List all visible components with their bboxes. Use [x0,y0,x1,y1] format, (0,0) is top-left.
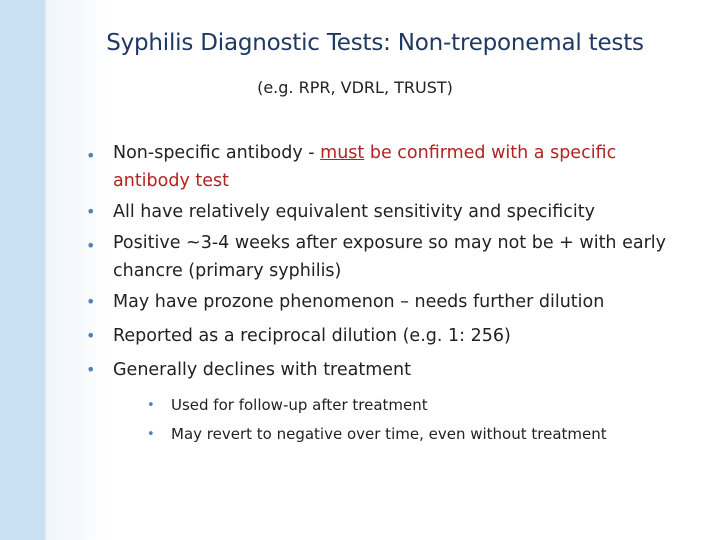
bullet-icon: • [86,292,96,311]
bullet-text: All have relatively equivalent sensitivity and specificity [113,202,595,222]
sub-bullet-icon: • [147,427,155,442]
bullet-icon: • [86,146,96,165]
sub-bullet-item-1 [147,391,696,420]
bullet-text: Positive ~3-4 weeks after exposure so may not be + with early chancre (primary syphilis) [113,233,666,281]
bullet-text: May have prozone phenomenon – needs further dilution [113,292,605,312]
sub-bullet-item-2 [147,420,696,449]
bullet-list [86,139,696,449]
bullet-item-3 [86,229,696,285]
bullet-text-rest: be confirmed with a specific antibody test [113,143,617,191]
bullet-text-prefix: Non-specific antibody - [113,143,321,163]
bullet-text: Generally declines with treatment [113,360,411,380]
bullet-icon: • [86,360,96,379]
sub-bullet-icon: • [147,398,155,413]
emphasis-must: must [320,143,365,163]
bullet-item-1 [86,139,696,195]
sub-bullet-text: May revert to negative over time, even without treatment [171,425,607,443]
bullet-icon: • [86,202,96,221]
slide-subtitle: (e.g. RPR, VDRL, TRUST) [257,78,453,97]
bullet-item-5 [86,319,696,353]
sub-bullet-text: Used for follow-up after treatment [171,396,428,414]
bullet-item-4 [86,285,696,319]
bullet-item-2 [86,195,696,229]
slide-title: Syphilis Diagnostic Tests: Non-treponemal tests [106,30,644,56]
bullet-text: Reported as a reciprocal dilution (e.g. 1: 256) [113,326,511,346]
bullet-icon: • [86,236,96,255]
bullet-icon: • [86,326,96,345]
sub-bullet-list [113,391,696,449]
bullet-item-6 [86,353,696,449]
